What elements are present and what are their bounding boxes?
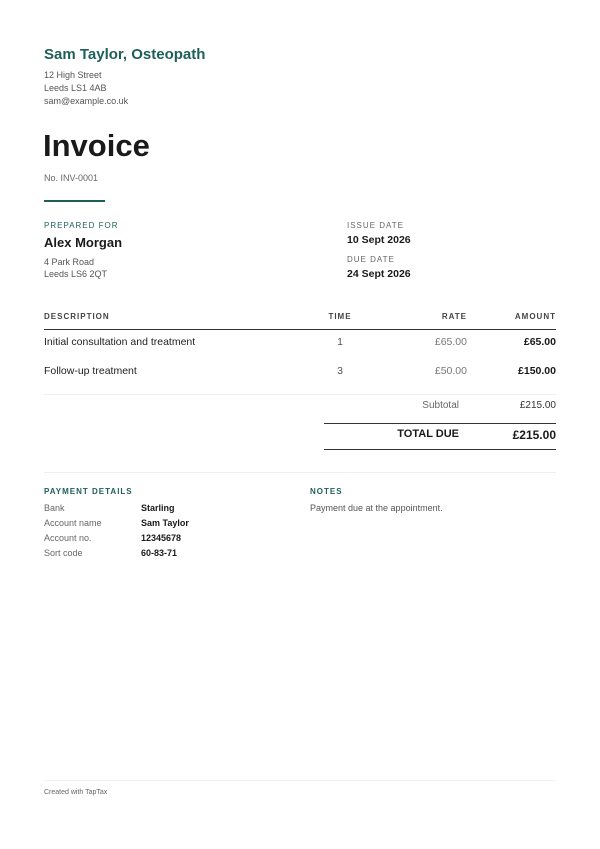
due-date-label: DUE DATE	[347, 255, 395, 264]
row-description: Follow-up treatment	[44, 365, 137, 377]
client-address	[44, 256, 122, 280]
payment-key: Bank	[44, 503, 65, 513]
row-time: 1	[337, 336, 343, 348]
row-rate: £65.00	[434, 336, 467, 348]
business-address-line: 12 High Street	[44, 70, 102, 80]
total-due-label: TOTAL DUE	[397, 428, 459, 440]
prepared-for-block	[44, 221, 122, 280]
payment-value: 12345678	[141, 533, 182, 543]
column-header-description: DESCRIPTION	[44, 312, 110, 321]
business-address-line: Leeds LS1 4AB	[44, 83, 107, 93]
row-time: 3	[337, 365, 343, 377]
subtotal-label: Subtotal	[422, 400, 459, 411]
payment-details-heading: PAYMENT DETAILS	[44, 487, 133, 496]
total-top-divider	[324, 423, 556, 424]
notes-text: Payment due at the appointment.	[310, 503, 443, 513]
column-header-rate: RATE	[441, 312, 467, 321]
issue-date-label: ISSUE DATE	[347, 221, 404, 230]
row-amount: £65.00	[523, 336, 556, 348]
dates-block	[347, 221, 411, 280]
invoice-number: No. INV-0001	[44, 173, 99, 183]
issue-date-value: 10 Sept 2026	[347, 234, 411, 246]
column-header-time: TIME	[328, 312, 352, 321]
business-email: sam@example.co.uk	[44, 96, 129, 106]
client-address-line: Leeds LS6 2QT	[44, 269, 108, 279]
section-divider	[44, 472, 556, 473]
total-due-value: £215.00	[512, 428, 556, 442]
column-header-amount: AMOUNT	[514, 312, 556, 321]
invoice-title: Invoice	[43, 128, 150, 163]
subtotal-value: £215.00	[519, 400, 556, 411]
footer-text: Created with TapTax	[44, 789, 108, 796]
payment-key: Account name	[44, 518, 102, 528]
client-address-line: 4 Park Road	[44, 257, 95, 267]
payment-key: Account no.	[44, 533, 92, 543]
footer-divider	[44, 780, 556, 781]
table-row	[44, 336, 556, 354]
row-description: Initial consultation and treatment	[44, 336, 196, 348]
prepared-for-label: PREPARED FOR	[44, 221, 119, 230]
row-amount: £150.00	[518, 365, 556, 377]
row-rate: £50.00	[434, 365, 467, 377]
business-name: Sam Taylor, Osteopath	[44, 46, 206, 63]
payment-value: Starling	[141, 503, 175, 513]
client-name: Alex Morgan	[44, 235, 123, 250]
payment-key: Sort code	[44, 548, 83, 558]
due-date-value: 24 Sept 2026	[347, 268, 411, 280]
accent-divider	[44, 200, 105, 202]
business-address	[44, 69, 128, 108]
table-row	[44, 365, 556, 383]
payment-value: Sam Taylor	[141, 518, 189, 528]
table-header-divider	[44, 329, 556, 330]
payment-value: 60-83-71	[141, 548, 178, 558]
table-bottom-divider	[44, 394, 556, 395]
notes-heading: NOTES	[310, 487, 343, 496]
total-bottom-divider	[324, 449, 556, 450]
